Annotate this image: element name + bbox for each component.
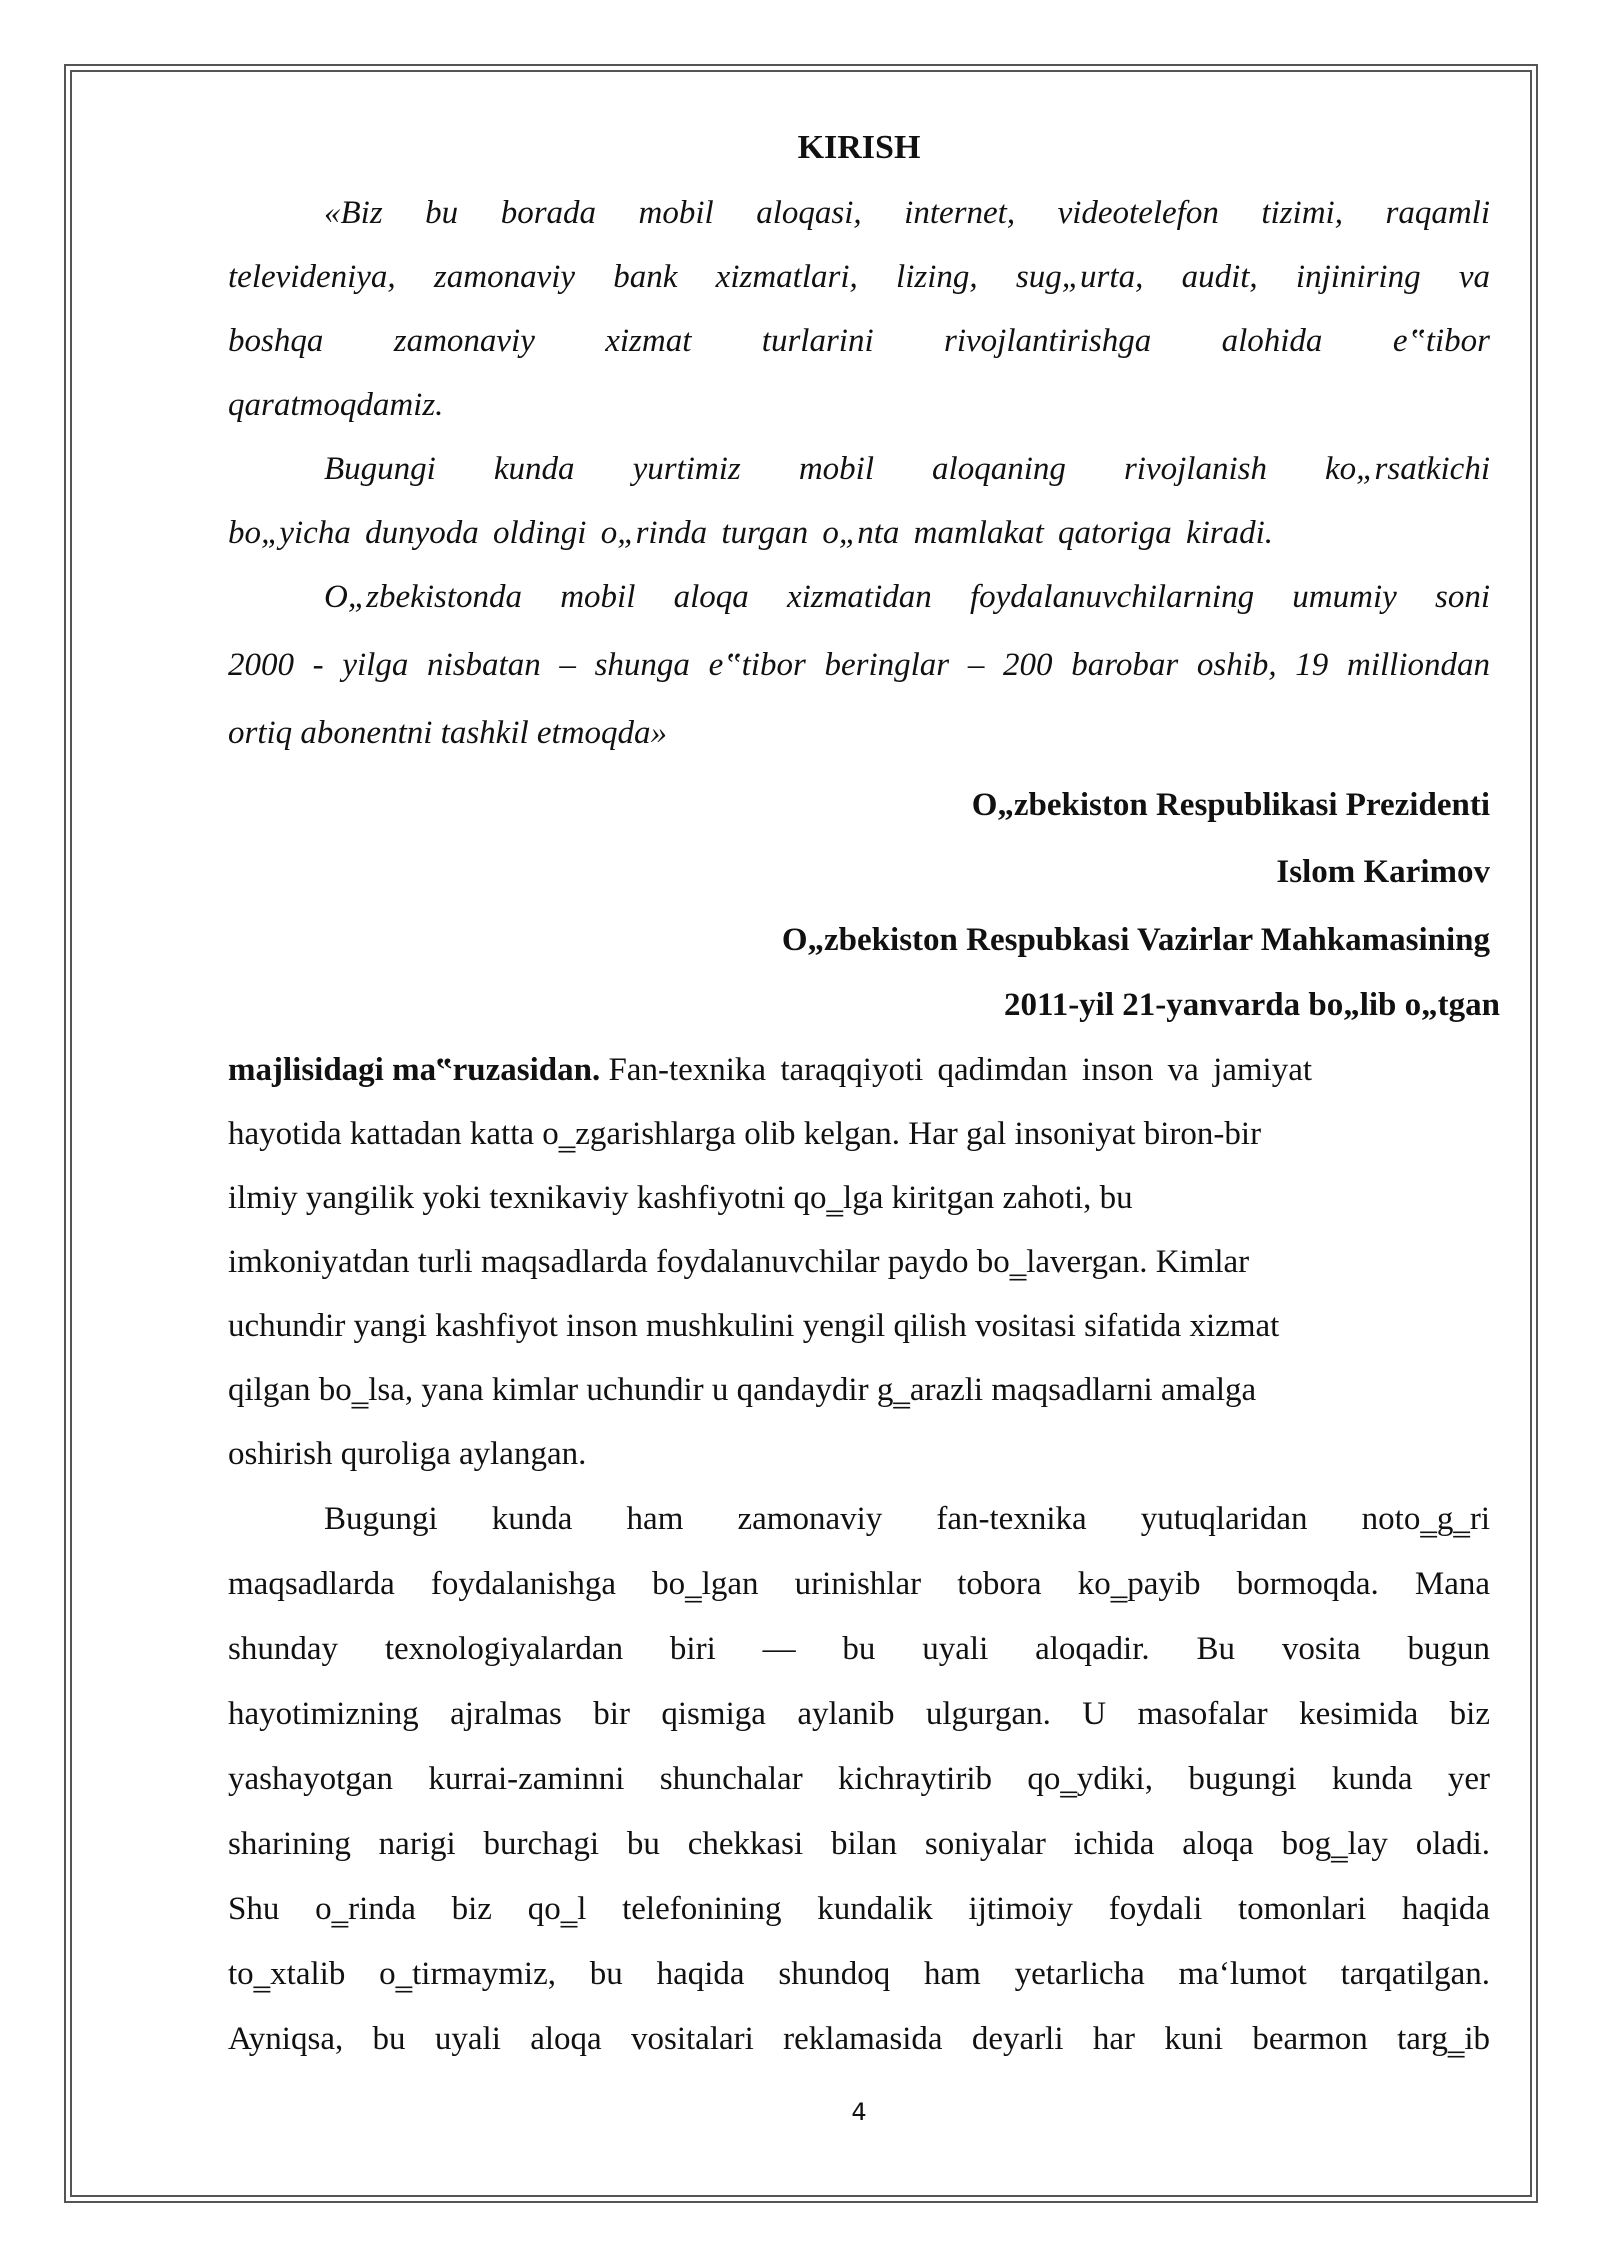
attribution-source: majlisidagi ma‟ruzasidan. bbox=[228, 1052, 601, 1088]
paragraph-line: maqsadlarda foydalanishga bo‗lgan urinishlar tobora ko‗payib bormoqda. Mana bbox=[228, 1566, 1490, 1602]
quote-line: televideniya, zamonaviy bank xizmatlari, lizing, sug„urta, audit, injiniring va bbox=[228, 259, 1490, 295]
quote-line: boshqa zamonaviy xizmat turlarini rivojlantirishga alohida e‟tibor bbox=[228, 323, 1490, 359]
paragraph-line: to‗xtalib o‗tirmaymiz, bu haqida shundoq ham yetarlicha ma‘lumot tarqatilgan. bbox=[228, 1956, 1490, 1992]
paragraph-line: Bugungi kunda ham zamonaviy fan-texnika yutuqlaridan noto‗g‗ri bbox=[324, 1501, 1490, 1537]
paragraph-line: shunday texnologiyalardan biri — bu uyali aloqadir. Bu vosita bugun bbox=[228, 1631, 1490, 1667]
quote-line: bo„yicha dunyoda oldingi o„rinda turgan o„nta mamlakat qatoriga kiradi. bbox=[228, 515, 1274, 551]
attribution-line: O„zbekiston Respublikasi Prezidenti bbox=[971, 787, 1490, 823]
paragraph-line: imkoniyatdan turli maqsadlarda foydalanuvchilar paydo bo‗lavergan. Kimlar bbox=[228, 1244, 1250, 1280]
paragraph-line: hayotimizning ajralmas bir qismiga aylanib ulgurgan. U masofalar kesimida biz bbox=[228, 1696, 1490, 1732]
paragraph-line: Shu o‗rinda biz qo‗l telefonining kundalik ijtimoiy foydali tomonlari haqida bbox=[228, 1891, 1490, 1927]
quote-line: ortiq abonentni tashkil etmoqda» bbox=[228, 715, 668, 751]
paragraph-line: hayotida kattadan katta o‗zgarishlarga olib kelgan. Har gal insoniyat biron-bir bbox=[228, 1116, 1262, 1152]
paragraph-line: qilgan bo‗lsa, yana kimlar uchundir u qandaydir g‗arazli maqsadlarni amalga bbox=[228, 1372, 1257, 1408]
quote-line: Bugungi kunda yurtimiz mobil aloqaning rivojlanish ko„rsatkichi bbox=[324, 451, 1490, 487]
quote-line: 2000 - yilga nisbatan – shunga e‟tibor beringlar – 200 barobar oshib, 19 milliondan bbox=[228, 647, 1490, 683]
paragraph-line: Ayniqsa, bu uyali aloqa vositalari reklamasida deyarli har kuni bearmon targ‗ib bbox=[228, 2021, 1490, 2057]
quote-line: «Biz bu borada mobil aloqasi, internet, videotelefon tizimi, raqamli bbox=[324, 195, 1490, 231]
paragraph-line: uchundir yangi kashfiyot inson mushkulini yengil qilish vositasi sifatida xizmat bbox=[228, 1308, 1280, 1344]
paragraph-line: yashayotgan kurrai-zaminni shunchalar kichraytirib qo‗ydiki, bugungi kunda yer bbox=[228, 1761, 1490, 1797]
document-page bbox=[228, 0, 1500, 2262]
quote-line: qaratmoqdamiz. bbox=[228, 387, 444, 423]
paragraph-start: Fan-texnika taraqqiyoti qadimdan inson va jamiyat bbox=[608, 1052, 1313, 1088]
page-number: 4 bbox=[851, 2098, 867, 2126]
attribution-line: 2011-yil 21-yanvarda bo„lib o„tgan bbox=[1004, 987, 1500, 1023]
attribution-line: Islom Karimov bbox=[1276, 854, 1490, 890]
mixed-line bbox=[228, 1050, 1490, 1090]
page-heading: KIRISH bbox=[797, 129, 921, 166]
paragraph-line: oshirish quroliga aylangan. bbox=[228, 1436, 587, 1472]
quote-line: O„zbekistonda mobil aloqa xizmatidan foydalanuvchilarning umumiy soni bbox=[324, 579, 1490, 615]
attribution-line: O„zbekiston Respubkasi Vazirlar Mahkamasining bbox=[781, 922, 1490, 958]
paragraph-line: sharining narigi burchagi bu chekkasi bilan soniyalar ichida aloqa bog‗lay oladi. bbox=[228, 1826, 1490, 1862]
paragraph-line: ilmiy yangilik yoki texnikaviy kashfiyotni qo‗lga kiritgan zahoti, bu bbox=[228, 1180, 1133, 1216]
